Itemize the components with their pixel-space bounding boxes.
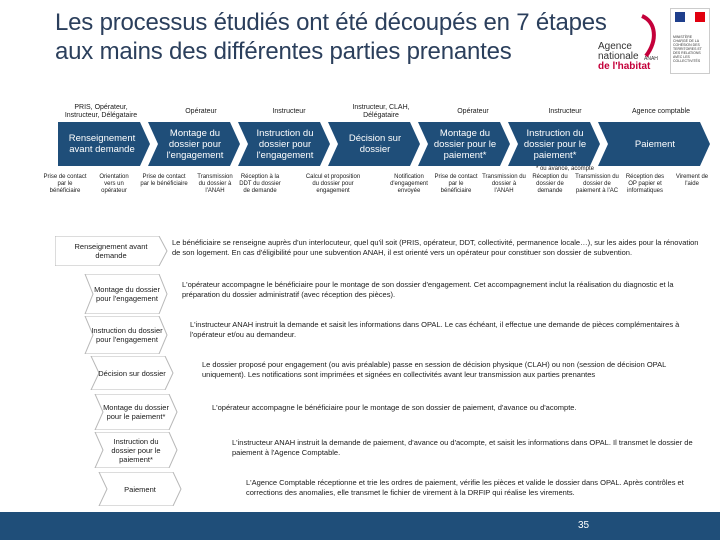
detail-step <box>55 236 185 266</box>
step-description: Le bénéficiaire se renseigne auprès d'un interlocuteur, quel qu'il soit (PRIS, opérateur, DDT, collectivité, permanence locale…), sur les aides pour la rénovation de son logement. En cas d'éligibilité pour une subvention ANAH, il est orienté vers un opérateur pour constituer son dossier de subvention. <box>172 238 699 257</box>
substep-label: Réception à la DDT du dossier de demande <box>239 174 281 194</box>
step-description: L'Agence Comptable réceptionne et trie les ordres de paiement, vérifie les pièces et valide le dossier dans OPAL. Après contrôles et corrections des anomalies, elle transmet le fichier de virement à la DRFIP qui réalise les virements. <box>246 478 684 497</box>
detail-step-label: Instruction du dossier pour l'engagement <box>91 326 163 344</box>
step-label: Montage du dossier pour le paiement* <box>433 127 497 161</box>
logo-line-3: de l'habitat <box>598 61 651 72</box>
step-label: Paiement <box>634 138 676 150</box>
substep-label: Virement de l'aide <box>675 174 709 187</box>
process-step <box>148 122 240 166</box>
substep-label: Calcul et proposition du dossier pour engagement <box>305 174 361 194</box>
role-label: Instructeur <box>272 108 306 115</box>
detail-step <box>55 274 185 314</box>
flag-icon <box>675 12 705 22</box>
substep-label: Transmission du dossier à l'ANAH <box>197 174 233 194</box>
substep-label: Orientation vers un opérateur <box>99 174 129 194</box>
step-description: L'instructeur ANAH instruit la demande de paiement, d'avance ou d'acompte, et saisit les informations dans OPAL. Il transmet le dossier de paiement à l'Agence Comptable. <box>232 438 693 457</box>
logo-swoosh-icon <box>636 14 660 58</box>
step-description: L'instructeur ANAH instruit la demande et saisit les informations dans OPAL. Le cas échéant, il effectue une demande de pièces complémentaires à l'opérateur et/ou au demandeur. <box>190 320 680 339</box>
detail-step <box>55 432 185 468</box>
page-title: Les processus étudiés ont été découpés en 7 étapes aux mains des différentes parties prenantes <box>55 9 607 65</box>
substep-label: Prise de contact par le bénéficiaire <box>43 174 87 194</box>
logo-line-2: nationale <box>598 51 639 62</box>
substep-label: Transmission du dossier à l'ANAH <box>482 174 526 194</box>
substep-label: Prise de contact par le bénéficiaire <box>140 174 188 187</box>
logo-tiny-text: ANAH <box>644 56 658 62</box>
substep-label: Réception des OP papier et informatiques <box>625 174 665 194</box>
ministry-text: MINISTÈRE CHARGÉ DE LA COHÉSION DES TERRITOIRES ET DES RELATIONS AVEC LES COLLECTIVITÉS <box>673 35 702 63</box>
step-description: Le dossier proposé pour engagement (ou avis préalable) passe en session de décision physique (CLAH) ou non (session de décision OPAL uniquement). Les notifications sont imprimées et signées en collectivités avant leur transmission aux parties prenantes <box>202 360 667 379</box>
substep-label: Réception du dossier de demande <box>532 174 568 194</box>
role-label: PRIS, Opérateur, Instructeur, Délégataire <box>64 104 138 119</box>
process-step <box>58 122 150 166</box>
process-step <box>598 122 710 166</box>
process-step <box>238 122 330 166</box>
step-label: Instruction du dossier pour l'engagement <box>256 127 314 161</box>
role-label: Agence comptable <box>632 108 690 115</box>
role-label: Instructeur, CLAH, Délégataire <box>352 104 410 119</box>
step-label: Montage du dossier pour l'engagement <box>166 127 224 161</box>
detail-step-label: Renseignement avant demande <box>74 242 148 260</box>
role-label: Opérateur <box>185 108 217 115</box>
footer-band <box>0 512 720 540</box>
page-number: 35 <box>578 520 590 531</box>
role-label: Opérateur <box>457 108 489 115</box>
step-footnote: * ou avance, acompte <box>535 166 595 172</box>
step-description: L'opérateur accompagne le bénéficiaire pour le montage de son dossier de paiement, d'avance ou d'acompte. <box>212 403 577 412</box>
detail-step-label: Décision sur dossier <box>98 368 166 378</box>
substep-label: Notification d'engagement envoyée <box>390 174 428 194</box>
detail-step-label: Montage du dossier pour le paiement* <box>103 403 169 421</box>
detail-step-label: Instruction du dossier pour le paiement* <box>111 436 161 464</box>
role-label: Instructeur <box>548 108 582 115</box>
process-step <box>328 122 420 166</box>
detail-step <box>55 316 185 354</box>
detail-step <box>55 356 185 390</box>
republique-logo <box>670 8 710 74</box>
detail-step-label: Montage du dossier pour l'engagement <box>94 285 160 303</box>
substep-label: Prise de contact par le bénéficiaire <box>434 174 478 194</box>
step-label: Décision sur dossier <box>348 133 402 155</box>
detail-step <box>55 472 185 506</box>
process-step <box>508 122 600 166</box>
process-step <box>418 122 510 166</box>
detail-step-label: Paiement <box>124 484 156 494</box>
step-label: Instruction du dossier pour le paiement* <box>523 127 587 161</box>
logo-line-1: Agence <box>598 41 632 52</box>
detail-step <box>55 394 185 430</box>
step-description: L'opérateur accompagne le bénéficiaire pour le montage de son dossier d'engagement. Cet accompagnement inclut la réalisation du diagnostic et la préparation du dossier administratif (avec réception des pièces). <box>182 280 674 299</box>
step-label: Renseignement avant demande <box>68 133 136 155</box>
substep-label: Transmission du dossier de paiement à l'AC <box>575 174 619 194</box>
